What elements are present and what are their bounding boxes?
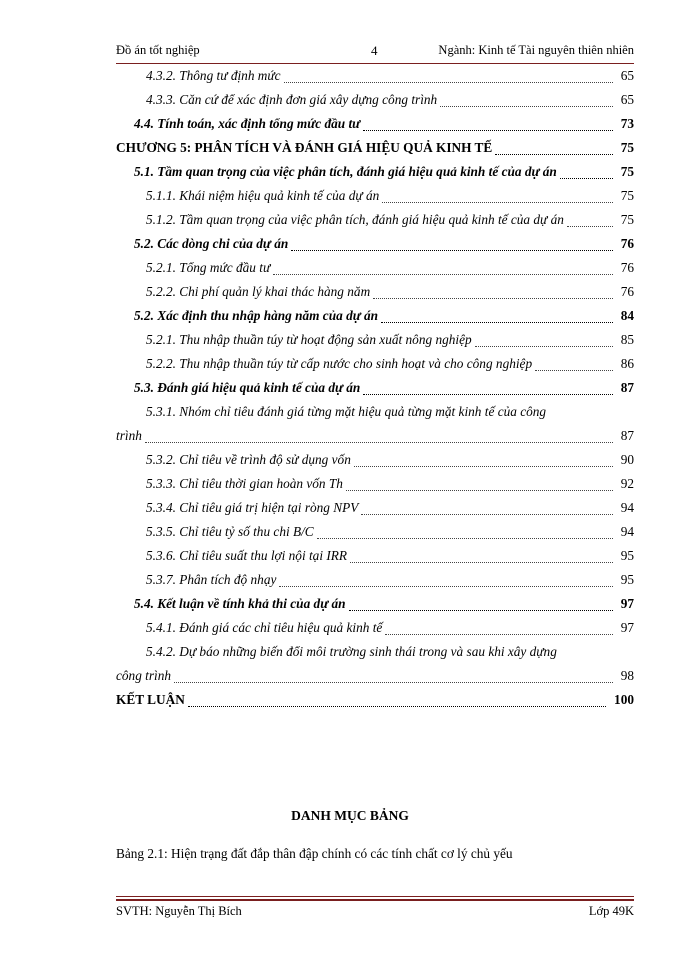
toc-entry [116, 424, 634, 448]
toc-entry-title: công trình [116, 668, 172, 683]
toc-entry [116, 112, 634, 136]
toc-entry-page: 75 [620, 140, 634, 155]
toc-dot-leader [350, 562, 613, 563]
toc-entry [116, 208, 634, 232]
toc-entry-title: 5.3.1. Nhóm chỉ tiêu đánh giá từng mặt hiệu quả từng mặt kinh tế của công [146, 404, 547, 419]
toc-entry [116, 88, 634, 112]
table-of-contents [116, 64, 634, 712]
toc-dot-leader [349, 610, 613, 611]
toc-dot-leader [346, 490, 613, 491]
toc-entry-page: 76 [620, 284, 634, 299]
toc-entry-title: trình [116, 428, 142, 443]
toc-entry-title: 5.2.1. Tổng mức đầu tư [146, 260, 271, 275]
toc-dot-leader [145, 442, 613, 443]
toc-dot-leader [363, 394, 613, 395]
toc-dot-leader [385, 634, 613, 635]
toc-entry-page: 95 [620, 572, 634, 587]
toc-entry-page: 97 [620, 596, 634, 611]
toc-entry-title: 5.3.2. Chỉ tiêu về trình độ sử dụng vốn [146, 452, 351, 467]
toc-entry-page: 92 [620, 476, 634, 491]
toc-entry-title: 5.2.1. Thu nhập thuần túy từ hoạt động sản xuất nông nghiệp [146, 332, 472, 347]
toc-entry-title: CHƯƠNG 5: PHÂN TÍCH VÀ ĐÁNH GIÁ HIỆU QUẢ KINH TẾ [116, 140, 493, 155]
toc-entry [116, 304, 634, 328]
toc-entry-title: 4.3.2. Thông tư định mức [146, 68, 281, 83]
toc-entry-page: 98 [620, 668, 634, 683]
toc-entry [116, 232, 634, 256]
toc-entry-title: 4.3.3. Căn cứ để xác định đơn giá xây dựng công trình [146, 92, 438, 107]
list-of-tables-title: DANH MỤC BẢNG [291, 808, 409, 823]
toc-entry-title: 5.1.1. Khái niệm hiệu quả kinh tế của dự án [146, 188, 380, 203]
toc-entry-page: 85 [620, 332, 634, 347]
toc-entry-page: 95 [620, 548, 634, 563]
toc-entry-title: 4.4. Tính toán, xác định tổng mức đầu tư [134, 116, 361, 131]
toc-dot-leader [273, 274, 613, 275]
toc-entry-page: 75 [620, 188, 634, 203]
table-list-entry: Bảng 2.1: Hiện trạng đất đắp thân đập chính có các tính chất cơ lý chủ yếu [116, 846, 513, 861]
toc-entry-page: 87 [620, 380, 634, 395]
toc-dot-leader [284, 82, 613, 83]
toc-entry-title: 5.3.7. Phân tích độ nhạy [146, 572, 277, 587]
toc-entry-title: 5.1.2. Tầm quan trọng của việc phân tích, đánh giá hiệu quả kinh tế của dự án [146, 212, 564, 227]
toc-entry-page: 75 [620, 212, 634, 227]
footer-left: SVTH: Nguyễn Thị Bích [116, 904, 242, 918]
header-right: Ngành: Kinh tế Tài nguyên thiên nhiên [438, 43, 634, 57]
toc-entry [116, 400, 634, 424]
header-left: Đồ án tốt nghiệp [116, 43, 200, 57]
toc-entry-title: 5.2. Các dòng chi của dự án [134, 236, 289, 251]
toc-entry-title: 5.4.1. Đánh giá các chỉ tiêu hiệu quả kinh tế [146, 620, 383, 635]
toc-dot-leader [291, 250, 613, 251]
toc-entry-page: 76 [620, 236, 634, 251]
header-page-number: 4 [371, 43, 378, 58]
footer-rule-thick [116, 899, 634, 901]
toc-dot-leader [373, 298, 613, 299]
toc-entry [116, 544, 634, 568]
toc-entry-title: 5.2.2. Thu nhập thuần túy từ cấp nước cho sinh hoạt và cho công nghiệp [146, 356, 533, 371]
toc-entry [116, 592, 634, 616]
toc-dot-leader [382, 202, 613, 203]
toc-entry-title: 5.3. Đánh giá hiệu quả kinh tế của dự án [134, 380, 361, 395]
toc-entry [116, 136, 634, 160]
toc-entry-page: 86 [620, 356, 634, 371]
toc-dot-leader [279, 586, 613, 587]
toc-entry [116, 568, 634, 592]
toc-dot-leader [475, 346, 613, 347]
toc-entry-page: 87 [620, 428, 634, 443]
toc-entry-page: 65 [620, 92, 634, 107]
footer-rule-thin [116, 896, 634, 897]
toc-entry [116, 280, 634, 304]
toc-dot-leader [361, 514, 613, 515]
toc-dot-leader [567, 226, 613, 227]
toc-entry-title: 5.3.6. Chỉ tiêu suất thu lợi nội tại IRR [146, 548, 348, 563]
toc-entry-page: 94 [620, 500, 634, 515]
toc-dot-leader [440, 106, 613, 107]
toc-entry [116, 448, 634, 472]
toc-entry-page: 73 [620, 116, 634, 131]
toc-entry-page: 76 [620, 260, 634, 275]
toc-dot-leader [535, 370, 613, 371]
page-header [116, 43, 634, 61]
toc-entry [116, 352, 634, 376]
toc-entry-title: 5.1. Tầm quan trọng của việc phân tích, đánh giá hiệu quả kinh tế của dự án [134, 164, 557, 179]
toc-dot-leader [317, 538, 613, 539]
toc-entry-title: 5.4.2. Dự báo những biến đổi môi trường sinh thái trong và sau khi xây dựng [146, 644, 557, 659]
toc-entry [116, 520, 634, 544]
toc-dot-leader [174, 682, 613, 683]
toc-entry [116, 184, 634, 208]
toc-entry-title: 5.2.2. Chi phí quản lý khai thác hàng năm [146, 284, 371, 299]
toc-dot-leader [188, 706, 606, 707]
toc-entry [116, 256, 634, 280]
toc-dot-leader [363, 130, 613, 131]
toc-entry [116, 376, 634, 400]
toc-entry-page: 97 [620, 620, 634, 635]
toc-dot-leader [495, 154, 613, 155]
toc-entry-page: 65 [620, 68, 634, 83]
toc-entry-page: 100 [614, 692, 634, 707]
toc-entry [116, 616, 634, 640]
toc-entry [116, 160, 634, 184]
toc-entry-title: 5.3.5. Chỉ tiêu tỷ số thu chi B/C [146, 524, 314, 539]
toc-entry-page: 75 [620, 164, 634, 179]
toc-entry [116, 496, 634, 520]
toc-entry-page: 90 [620, 452, 634, 467]
toc-entry [116, 640, 634, 664]
toc-dot-leader [560, 178, 613, 179]
toc-entry [116, 688, 634, 712]
toc-entry-page: 84 [620, 308, 634, 323]
toc-entry-page: 94 [620, 524, 634, 539]
toc-dot-leader [381, 322, 613, 323]
footer-right: Lớp 49K [588, 904, 634, 918]
toc-entry [116, 64, 634, 88]
toc-entry-title: 5.3.4. Chỉ tiêu giá trị hiện tại ròng NPV [146, 500, 359, 515]
toc-entry [116, 328, 634, 352]
toc-entry-title: KẾT LUẬN [116, 692, 185, 707]
toc-entry-title: 5.2. Xác định thu nhập hàng năm của dự án [134, 308, 379, 323]
toc-entry-title: 5.4. Kết luận về tính khả thi của dự án [134, 596, 346, 611]
toc-entry [116, 664, 634, 688]
toc-dot-leader [354, 466, 613, 467]
toc-entry-title: 5.3.3. Chỉ tiêu thời gian hoàn vốn Th [146, 476, 343, 491]
toc-entry [116, 472, 634, 496]
